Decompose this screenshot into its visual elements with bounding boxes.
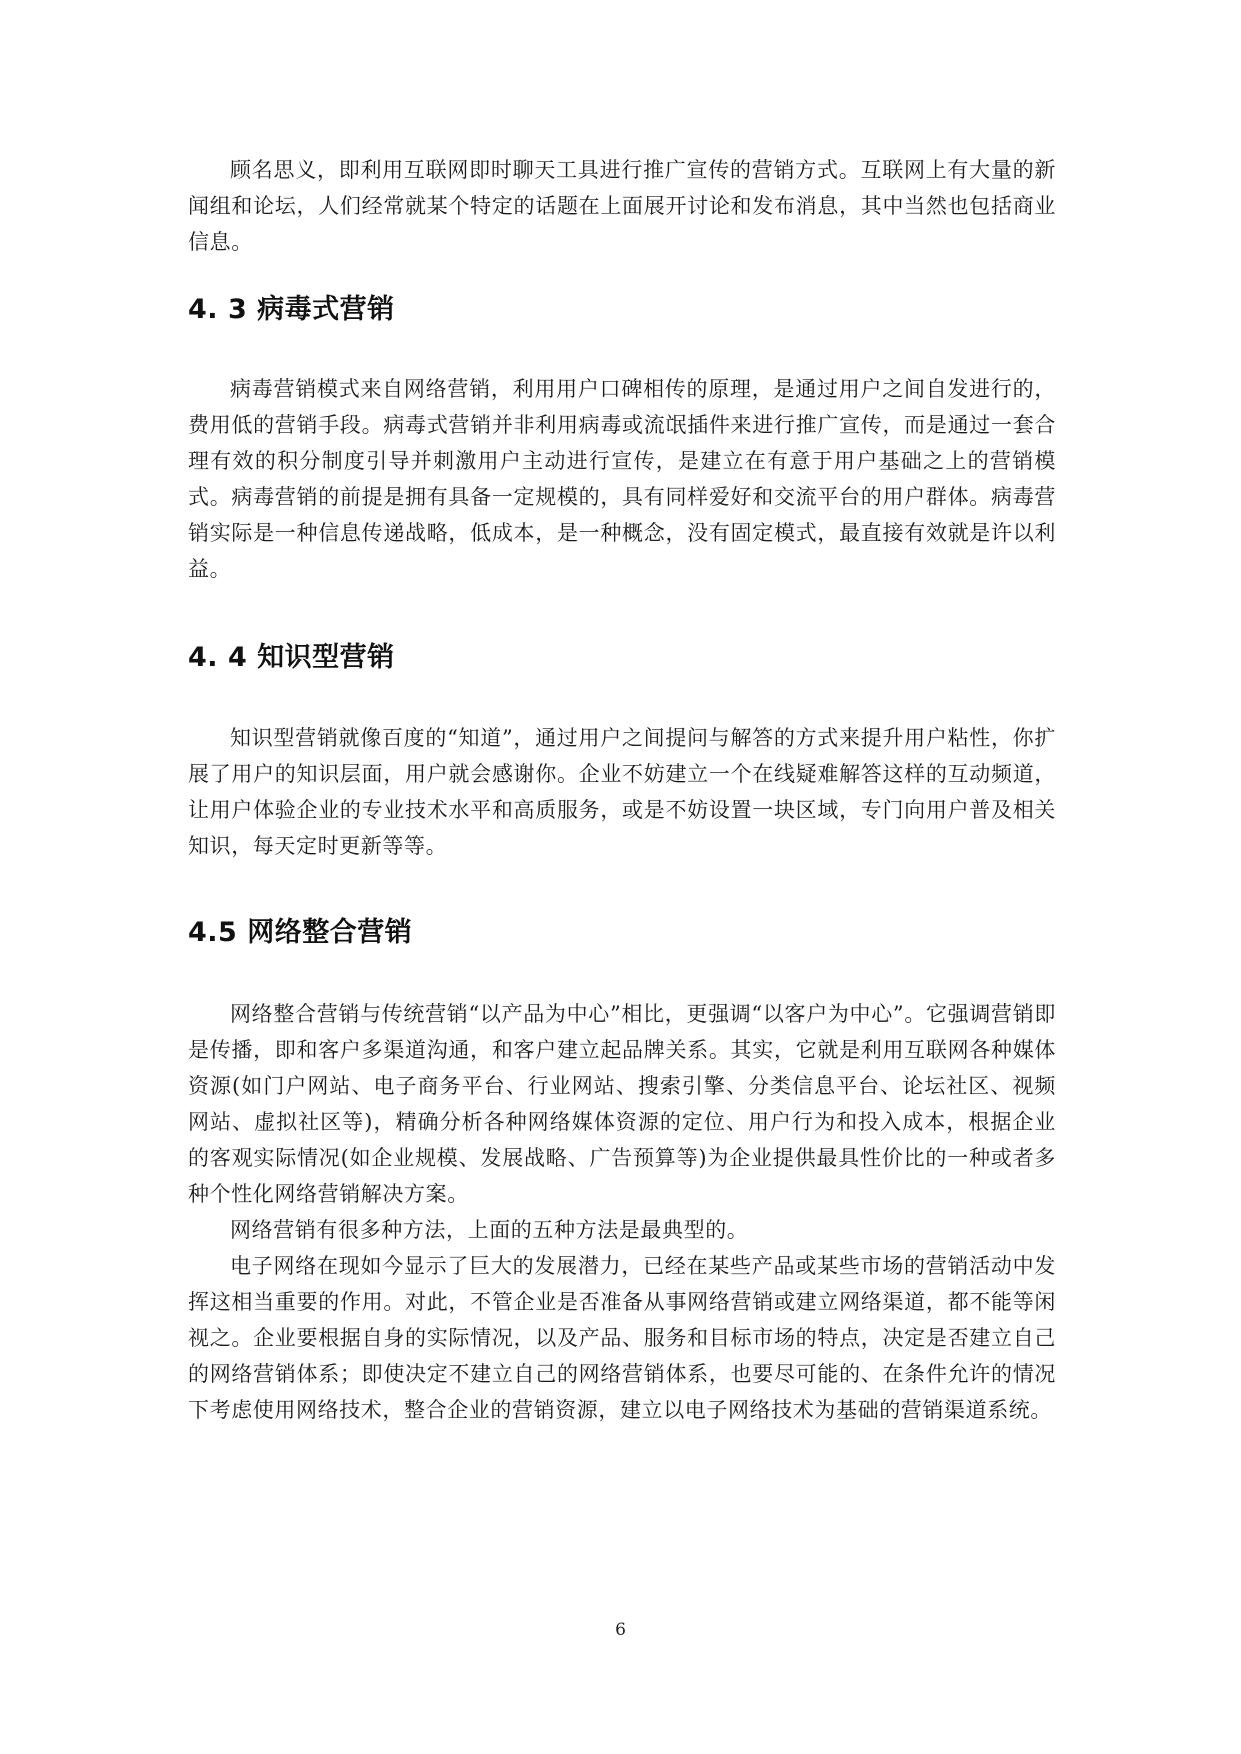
intro-paragraph: 顾名思义，即利用互联网即时聊天工具进行推广宣传的营销方式。互联网上有大量的新闻组和论坛，人们经常就某个特定的话题在上面展开讨论和发布消息，其中当然也包括商业信息。 (188, 158, 1056, 254)
section-4-5 (188, 915, 1056, 951)
section-heading-4-3: 4. 3 病毒式营销 (188, 294, 395, 325)
section-heading-4-5: 4.5 网络整合营销 (188, 917, 413, 948)
section-4-4-paragraph: 知识型营销就像百度的“知道”，通过用户之间提问与解答的方式来提升用户粘性，你扩展了用户的知识层面，用户就会感谢你。企业不妨建立一个在线疑难解答这样的互动频道，让用户体验企业的专业技术水平和高质服务，或是不妨设置一块区域，专门向用户普及相关知识，每天定时更新等等。 (188, 726, 1056, 858)
section-heading-4-4: 4. 4 知识型营销 (188, 642, 395, 673)
section-4-5-body (188, 996, 1056, 1428)
section-4-5-paragraph-2: 网络营销有很多种方法，上面的五种方法是最典型的。 (230, 1218, 749, 1242)
page-number: 6 (615, 1620, 626, 1640)
section-4-3 (188, 292, 1056, 328)
section-4-5-paragraph-1: 网络整合营销与传统营销“以产品为中心”相比，更强调“以客户为中心”。它强调营销即是传播，即和客户多渠道沟通，和客户建立起品牌关系。其实，它就是利用互联网各种媒体资源(如门户网站、电子商务平台、行业网站、搜索引擎、分类信息平台、论坛社区、视频网站、虚拟社区等)，精确分析各种网络媒体资源的定位、用户行为和投入成本，根据企业的客观实际情况(如企业规模、发展战略、广告预算等)为企业提供最具性价比的一种或者多种个性化网络营销解决方案。 (188, 1002, 1056, 1206)
section-4-4-body (188, 720, 1056, 864)
intro-block (188, 152, 1056, 260)
section-4-4 (188, 640, 1056, 676)
section-4-5-paragraph-3: 电子网络在现如今显示了巨大的发展潜力，已经在某些产品或某些市场的营销活动中发挥这相当重要的作用。对此，不管企业是否准备从事网络营销或建立网络渠道，都不能等闲视之。企业要根据自身的实际情况，以及产品、服务和目标市场的特点，决定是否建立自己的网络营销体系；即使决定不建立自己的网络营销体系，也要尽可能的、在条件允许的情况下考虑使用网络技术，整合企业的营销资源，建立以电子网络技术为基础的营销渠道系统。 (188, 1254, 1056, 1422)
section-4-3-paragraph: 病毒营销模式来自网络营销，利用用户口碑相传的原理，是通过用户之间自发进行的，费用低的营销手段。病毒式营销并非利用病毒或流氓插件来进行推广宣传，而是通过一套合理有效的积分制度引导并刺激用户主动进行宣传，是建立在有意于用户基础之上的营销模式。病毒营销的前提是拥有具备一定规模的，具有同样爱好和交流平台的用户群体。病毒营销实际是一种信息传递战略，低成本，是一种概念，没有固定模式，最直接有效就是许以利益。 (188, 377, 1056, 581)
section-4-3-body (188, 371, 1056, 587)
